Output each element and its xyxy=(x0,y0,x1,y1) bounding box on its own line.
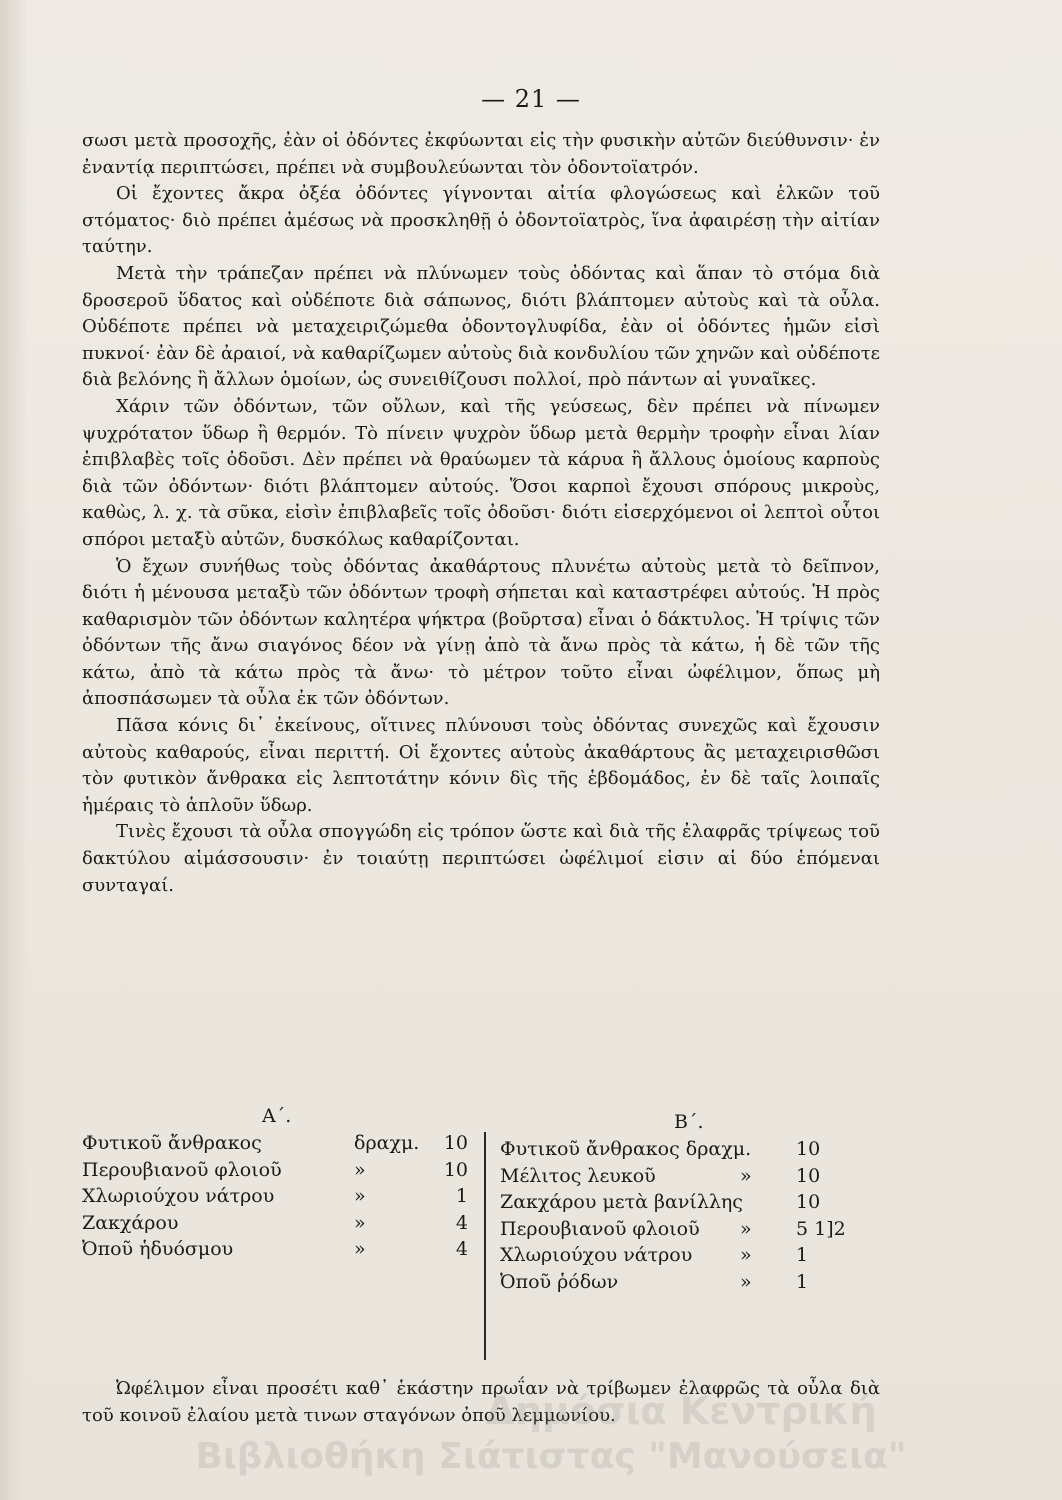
paragraph-4: Χάριν τῶν ὀδόντων, τῶν οὔλων, καὶ τῆς γεύσεως, δὲν πρέπει νὰ πίνωμεν ψυχρότατον ὕδωρ ἢ θερμόν. Τὸ πίνειν ψυχρὸν ὕδωρ μετὰ θερμὴν τροφὴν εἶναι λίαν ἐπιβλαβὲς τοῖς ὀδοῦσι. Δὲν πρέπει νὰ θραύωμεν τὰ κάρυα ἢ ἄλλους ὁμοίους καρποὺς διὰ τῶν ὀδόντων· διότι βλάπτομεν αὐτούς. Ὅσοι καρποὶ ἔχουσι σπόρους μικροὺς, καθὼς, λ. χ. τὰ σῦκα, εἰσὶν ἐπιβλαβεῖς τοῖς ὀδοῦσι· διότι εἰσερχόμενοι οἱ λεπτοὶ οὗτοι σπόροι μεταξὺ αὐτῶν, δυσκόλως καθαρίζονται. xyxy=(82,395,880,550)
ingredient-unit: » xyxy=(354,1238,366,1261)
recipe-a-row xyxy=(82,1210,474,1237)
recipe-b-row xyxy=(500,1189,880,1216)
ingredient-qty: 10 xyxy=(443,1158,468,1181)
recipe-b-row xyxy=(500,1242,880,1269)
watermark-line-1: Δημόσια Κεντρική xyxy=(485,1389,877,1433)
recipe-b xyxy=(500,1102,880,1296)
ingredient-unit: » xyxy=(740,1164,752,1187)
recipe-b-row xyxy=(500,1163,880,1190)
ingredient-qty: 4 xyxy=(455,1211,468,1234)
ingredient-qty: 1 xyxy=(796,1270,809,1293)
recipe-b-row xyxy=(500,1216,880,1243)
ingredient-name: Ζακχάρου xyxy=(82,1211,179,1234)
ingredient-unit: » xyxy=(354,1211,366,1234)
paragraph-7: Τινὲς ἔχουσι τὰ οὖλα σπογγώδη εἰς τρόπον ὥστε καὶ διὰ τῆς ἐλαφρᾶς τρίψεως τοῦ δακτύλου αἱμάσσουσιν· ἐν τοιαύτῃ περιπτώσει ὠφέλιμοί εἰσιν αἱ δύο ἑπόμεναι συνταγαί. xyxy=(82,821,880,896)
ingredient-qty: 10 xyxy=(796,1164,821,1187)
ingredient-name: Ζακχάρου μετὰ βανίλλης xyxy=(500,1191,743,1214)
ingredient-qty: 10 xyxy=(796,1191,821,1214)
paragraph-6: Πᾶσα κόνις δι᾽ ἐκείνους, οἵτινες πλύνουσι τοὺς ὀδόντας συνεχῶς καὶ ἔχουσιν αὐτοὺς καθαρούς, εἶναι περιττή. Οἱ ἔχοντες αὐτοὺς ἀκαθάρτους ἂς μεταχειρισθῶσι τὸν φυτικὸν ἄνθρακα εἰς λεπτοτάτην κόνιν δὶς τῆς ἑβδομάδος, ἐν δὲ ταῖς λοιπαῖς ἡμέραις τὸ ἁπλοῦν ὕδωρ. xyxy=(82,715,880,816)
recipes-table xyxy=(82,1102,880,1364)
recipe-a-row xyxy=(82,1157,474,1184)
ingredient-unit: » xyxy=(354,1158,366,1181)
body-text xyxy=(82,128,880,899)
ingredient-name: Φυτικοῦ ἄνθρακος xyxy=(82,1132,262,1154)
recipe-a-row xyxy=(82,1130,474,1157)
ingredient-unit: » xyxy=(740,1217,752,1240)
recipe-a-row xyxy=(82,1236,474,1263)
ingredient-qty: 1 xyxy=(455,1185,468,1208)
page-fold-shadow xyxy=(0,0,28,1500)
ingredient-qty: 4 xyxy=(455,1238,468,1261)
ingredient-qty: 1 xyxy=(796,1244,809,1267)
closing-paragraph: Ὠφέλιμον εἶναι προσέτι καθ᾽ ἑκάστην πρωΐαν νὰ τρίβωμεν ἐλαφρῶς τὰ οὖλα διὰ τοῦ κοινοῦ ἐλαίου μετὰ τινων σταγόνων ὀποῦ λεμμωνίου. xyxy=(82,1378,880,1426)
ingredient-unit: » xyxy=(354,1185,366,1208)
ingredient-unit: δραχμ. xyxy=(354,1132,420,1154)
paragraph-1: σωσι μετὰ προσοχῆς, ἐὰν οἱ ὀδόντες ἐκφύωνται εἰς τὴν φυσικὴν αὐτῶν διεύθυνσιν· ἐν ἐναντίᾳ περιπτώσει, πρέπει νὰ συμβουλεύωνται τὸν ὀδοντοϊατρόν. xyxy=(82,130,880,178)
ingredient-name: Χλωριούχου νάτρου xyxy=(82,1185,275,1208)
recipe-a xyxy=(82,1102,474,1263)
page-number: — 21 — xyxy=(481,85,581,113)
ingredient-name: Χλωριούχου νάτρου xyxy=(500,1244,693,1267)
recipe-a-row xyxy=(82,1183,474,1210)
column-divider xyxy=(484,1132,486,1360)
recipe-b-row xyxy=(500,1136,880,1163)
paragraph-2: Οἱ ἔχοντες ἄκρα ὀξέα ὀδόντες γίγνονται αἰτία φλογώσεως καὶ ἑλκῶν τοῦ στόματος· διὸ πρέπει ἀμέσως νὰ προσκληθῇ ὁ ὀδοντοϊατρὸς, ἵνα ἀφαιρέσῃ τὴν αἰτίαν ταύτην. xyxy=(82,183,880,258)
ingredient-name: Περουβιανοῦ φλοιοῦ xyxy=(500,1217,700,1240)
ingredient-name: Ὀποῦ ῥόδων xyxy=(500,1270,619,1293)
ingredient-name: Φυτικοῦ ἄνθρακος δραχμ. xyxy=(500,1138,752,1160)
ingredient-name: Περουβιανοῦ φλοιοῦ xyxy=(82,1158,282,1181)
ingredient-name: Ὀποῦ ἡδυόσμου xyxy=(82,1238,234,1261)
closing-text xyxy=(82,1376,880,1429)
paragraph-5: Ὁ ἔχων συνήθως τοὺς ὀδόντας ἀκαθάρτους πλυνέτω αὐτοὺς μετὰ τὸ δεῖπνον, διότι ἡ μένουσα μεταξὺ τῶν ὀδόντων τροφὴ σήπεται καὶ καταστρέφει αὐτούς. Ἡ πρὸς καθαρισμὸν τῶν ὀδόντων καλητέρα ψήκτρα (βοῦρτσα) εἶναι ὁ δάκτυλος. Ἡ τρίψις τῶν ὀδόντων τῆς ἄνω σιαγόνος δέον νὰ γίνῃ ἀπὸ τὰ ἄνω πρὸς τὰ κάτω, ἡ δὲ τῶν τῆς κάτω, ἀπὸ τὰ κάτω πρὸς τὰ ἄνω· τὸ μέτρον τοῦτο εἶναι ὠφέλιμον, ὅπως μὴ ἀποσπάσωμεν τὰ οὖλα ἐκ τῶν ὀδόντων. xyxy=(82,555,880,710)
recipe-b-row xyxy=(500,1269,880,1296)
ingredient-qty: 10 xyxy=(443,1132,468,1154)
recipe-a-heading: Α΄. xyxy=(262,1105,292,1127)
ingredient-unit: » xyxy=(740,1244,752,1267)
ingredient-qty: 5 1]2 xyxy=(796,1217,846,1240)
ingredient-unit: » xyxy=(740,1270,752,1293)
ingredient-qty: 10 xyxy=(796,1138,821,1160)
paragraph-3: Μετὰ τὴν τράπεζαν πρέπει νὰ πλύνωμεν τοὺς ὀδόντας καὶ ἅπαν τὸ στόμα διὰ δροσεροῦ ὕδατος καὶ οὐδέποτε διὰ σάπωνος, διότι βλάπτομεν αὐτοὺς καὶ τὰ οὖλα. Οὐδέποτε πρέπει νὰ μεταχειριζώμεθα ὀδοντογλυφίδα, ἐὰν οἱ ὀδόντες ἡμῶν εἰσὶ πυκνοί· ἐὰν δὲ ἀραιοί, νὰ καθαρίζωμεν αὐτοὺς διὰ κονδυλίου τῶν χηνῶν καὶ οὐδέποτε διὰ βελόνης ἢ ἄλλων ὁμοίων, ὡς συνειθίζουσι πολλοί, πρὸ πάντων αἱ γυναῖκες. xyxy=(82,262,880,391)
watermark-line-2: Βιβλιοθήκη Σιάτιστας "Μανούσεια" xyxy=(195,1436,907,1477)
ingredient-name: Μέλιτος λευκοῦ xyxy=(500,1164,656,1187)
recipe-b-heading: Β΄. xyxy=(674,1111,704,1133)
